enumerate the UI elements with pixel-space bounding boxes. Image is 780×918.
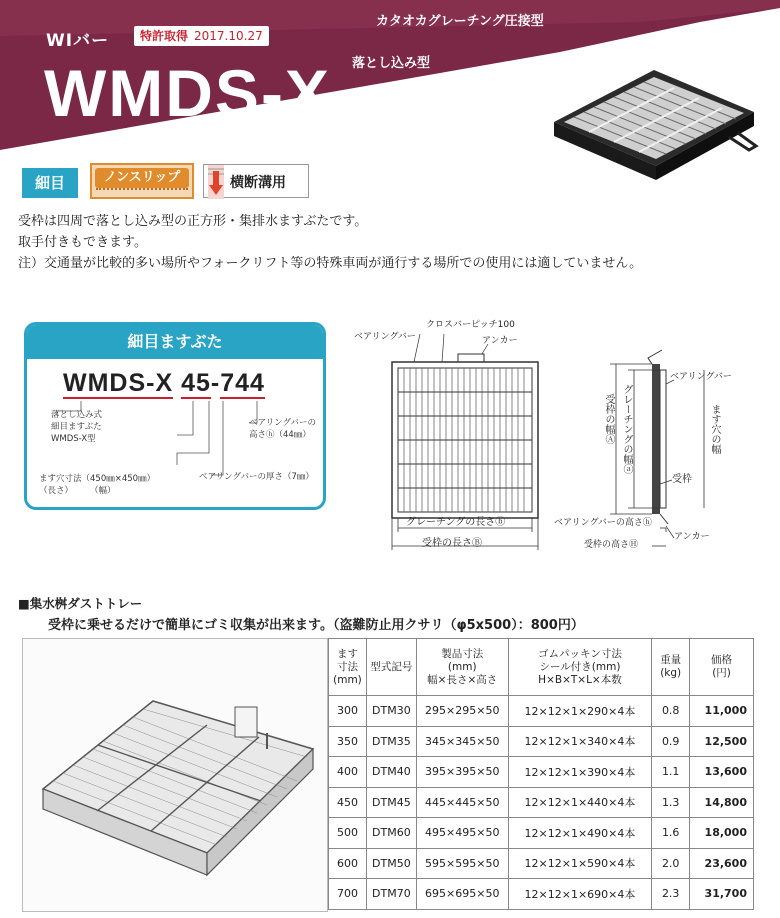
type-label: 落とし込み式 細目ますぶた WMDS-X型 bbox=[51, 410, 103, 444]
frame-length-label: 受枠の長さⒷ bbox=[422, 538, 482, 549]
cell-dimensions: 295×295×50 bbox=[416, 696, 508, 727]
cross-drain-label: 横断溝用 bbox=[230, 175, 286, 191]
frame-height-label: 受枠の高さⒽ bbox=[584, 540, 639, 550]
cell-size: 300 bbox=[329, 696, 367, 727]
cell-price: 11,000 bbox=[690, 696, 754, 727]
bearing-bar-label: ベアリングバー bbox=[354, 332, 416, 342]
nonslip-tag bbox=[90, 163, 194, 199]
model-title: WMDS-X bbox=[44, 56, 331, 130]
cell-packing: 12×12×1×390×4本 bbox=[508, 757, 652, 788]
header-dimensions: 製品寸法 (mm) 幅×長さ×高さ bbox=[416, 639, 508, 696]
cell-weight: 2.3 bbox=[652, 879, 690, 910]
cell-dimensions: 395×395×50 bbox=[416, 757, 508, 788]
frame-width-label: 受枠の幅Ⓐ bbox=[603, 394, 614, 444]
cell-model: DTM30 bbox=[366, 696, 416, 727]
grating-length-label: グレーチングの長さⓑ bbox=[406, 517, 506, 528]
spec-table bbox=[328, 638, 754, 910]
table-row bbox=[329, 757, 754, 788]
anchor-top-label: アンカー bbox=[482, 336, 518, 346]
cell-packing: 12×12×1×590×4本 bbox=[508, 848, 652, 879]
cell-model: DTM45 bbox=[366, 787, 416, 818]
grating-width-label: グレーチングの幅ⓐ bbox=[621, 384, 632, 474]
cell-size: 350 bbox=[329, 726, 367, 757]
brand-label: WIバー bbox=[46, 31, 110, 51]
table-row bbox=[329, 696, 754, 727]
header-price: 価格 (円) bbox=[690, 639, 754, 696]
tray-section-title: ■集水桝ダストトレー bbox=[18, 596, 143, 611]
cell-weight: 0.9 bbox=[652, 726, 690, 757]
cell-packing: 12×12×1×690×4本 bbox=[508, 879, 652, 910]
part-number-card bbox=[24, 322, 326, 510]
pn-size: 45 bbox=[181, 369, 211, 397]
card-title: 細目ますぶた bbox=[27, 325, 323, 359]
frame-label: 受枠 bbox=[672, 474, 692, 485]
cell-weight: 1.3 bbox=[652, 787, 690, 818]
anchor-side-label: アンカー bbox=[674, 532, 710, 542]
dust-tray-illustration bbox=[23, 639, 328, 912]
cell-packing: 12×12×1×490×4本 bbox=[508, 818, 652, 849]
fine-mesh-tag: 細目 bbox=[22, 168, 78, 198]
dimension-drawing bbox=[352, 314, 772, 564]
patent-date: 2017.10.27 bbox=[194, 29, 263, 43]
bar-height-label: ベアリングバーの 高さⓗ（44㎜） bbox=[249, 418, 316, 440]
table-row bbox=[329, 879, 754, 910]
cross-drain-tag bbox=[203, 164, 309, 198]
header-packing: ゴムパッキン寸法 シール付き(mm) H×B×T×L×本数 bbox=[508, 639, 652, 696]
table-row bbox=[329, 787, 754, 818]
description-line: 受枠は四周で落とし込み型の正方形・集排水ますぶたです。 bbox=[18, 214, 368, 229]
cell-weight: 0.8 bbox=[652, 696, 690, 727]
hole-width-label: ます穴の幅 bbox=[709, 404, 720, 454]
cell-size: 600 bbox=[329, 848, 367, 879]
cell-price: 31,700 bbox=[690, 879, 754, 910]
cell-weight: 2.0 bbox=[652, 848, 690, 879]
table-row bbox=[329, 818, 754, 849]
cell-price: 23,600 bbox=[690, 848, 754, 879]
cell-price: 13,600 bbox=[690, 757, 754, 788]
nonslip-label: ノンスリップ bbox=[95, 168, 189, 188]
cell-weight: 1.6 bbox=[652, 818, 690, 849]
cell-price: 14,800 bbox=[690, 787, 754, 818]
cell-packing: 12×12×1×340×4本 bbox=[508, 726, 652, 757]
cell-model: DTM40 bbox=[366, 757, 416, 788]
tray-section-subtitle: 受枠に乗せるだけで簡単にゴミ収集が出来ます。（盗難防止用クサリ（φ5x500）：800円） bbox=[48, 618, 584, 633]
cell-size: 500 bbox=[329, 818, 367, 849]
header-size: ます 寸法 (mm) bbox=[329, 639, 367, 696]
hole-size-label: ます穴寸法（450㎜×450㎜） （長さ） （幅） bbox=[39, 474, 156, 496]
cell-weight: 1.1 bbox=[652, 757, 690, 788]
cell-dimensions: 345×345×50 bbox=[416, 726, 508, 757]
down-arrow-icon bbox=[206, 165, 226, 199]
dust-tray-photo bbox=[22, 638, 328, 912]
table-header-row bbox=[329, 639, 754, 696]
cell-model: DTM70 bbox=[366, 879, 416, 910]
bearing-bar-side-label: ベアリングバー bbox=[670, 372, 732, 382]
cell-packing: 12×12×1×290×4本 bbox=[508, 696, 652, 727]
cell-dimensions: 495×495×50 bbox=[416, 818, 508, 849]
pn-dash: - bbox=[210, 369, 221, 397]
header-weight: 重量 (kg) bbox=[652, 639, 690, 696]
bar-height-dim-label: ベアリングバーの高さⓗ bbox=[554, 518, 652, 528]
cell-dimensions: 695×695×50 bbox=[416, 879, 508, 910]
cell-packing: 12×12×1×440×4本 bbox=[508, 787, 652, 818]
cell-model: DTM60 bbox=[366, 818, 416, 849]
nonslip-pattern bbox=[96, 188, 188, 194]
table-row bbox=[329, 848, 754, 879]
cell-model: DTM50 bbox=[366, 848, 416, 879]
header-model: 型式記号 bbox=[366, 639, 416, 696]
grating-photo bbox=[544, 62, 762, 192]
table-row bbox=[329, 726, 754, 757]
cell-dimensions: 595×595×50 bbox=[416, 848, 508, 879]
cell-size: 400 bbox=[329, 757, 367, 788]
pn-spec: 744 bbox=[220, 369, 265, 397]
patent-label: 特許取得 bbox=[140, 29, 189, 43]
cell-size: 450 bbox=[329, 787, 367, 818]
cell-dimensions: 445×445×50 bbox=[416, 787, 508, 818]
pn-model: WMDS-X bbox=[63, 369, 174, 397]
patent-badge bbox=[134, 26, 269, 46]
cell-model: DTM35 bbox=[366, 726, 416, 757]
cell-price: 12,500 bbox=[690, 726, 754, 757]
bar-thickness-label: ベアリングバーの厚さ（7㎜） bbox=[199, 472, 314, 482]
cross-pitch-label: クロスバーピッチ100 bbox=[426, 320, 515, 330]
cell-price: 18,000 bbox=[690, 818, 754, 849]
description-line: 取手付きもできます。 bbox=[18, 235, 147, 250]
description-note: 注）交通量が比較的多い場所やフォークリフト等の特殊車両が通行する場所での使用には適していません。 bbox=[18, 256, 643, 271]
description bbox=[18, 211, 642, 274]
install-type: 落とし込み型 bbox=[352, 56, 431, 71]
cell-size: 700 bbox=[329, 879, 367, 910]
product-type: カタオカグレーチング圧接型 bbox=[376, 14, 544, 29]
